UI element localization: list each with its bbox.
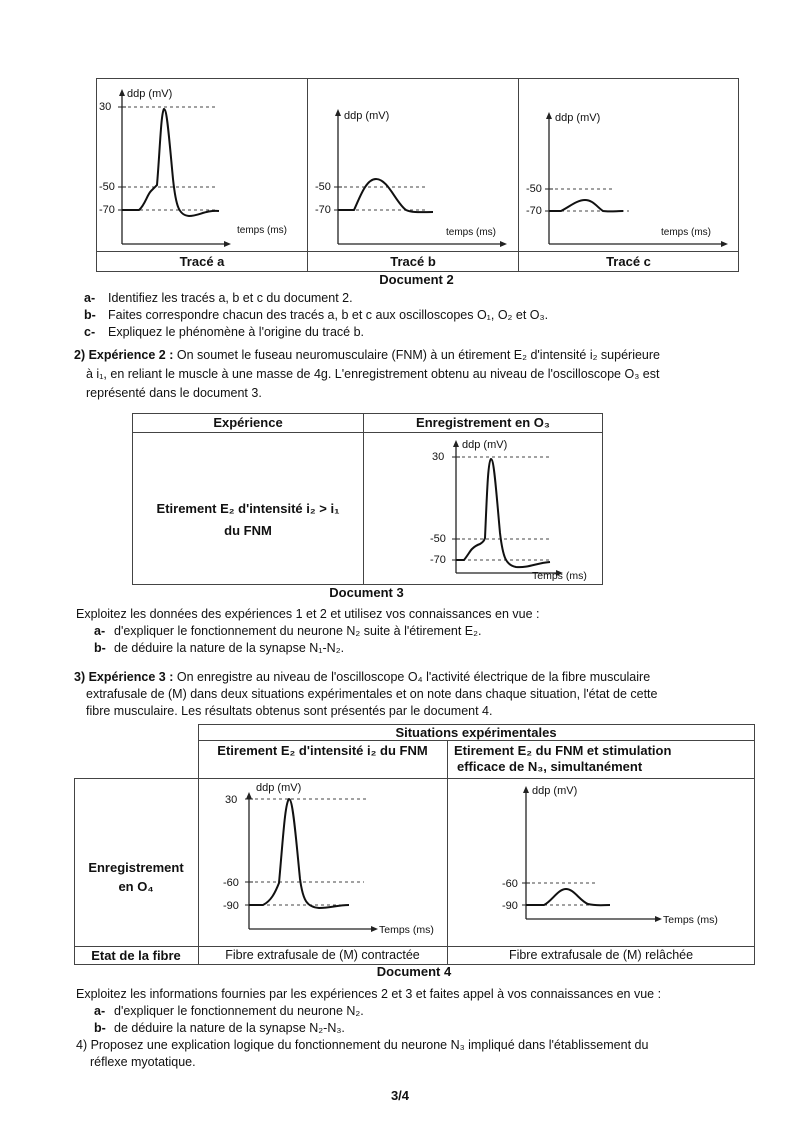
doc3-cond-line1: Etirement E₂ d'intensité i₂ > i₁ [156,501,340,516]
doc4-g1-tick-90: -90 [223,900,239,912]
doc2-questions [84,290,548,341]
doc3-table [132,413,603,585]
doc4-state2: Fibre extrafusale de (M) relâchée [508,948,694,962]
graph-trace-a [97,79,307,251]
q-c-letter: c- [84,325,96,339]
q4-line2: réflexe myotatique. [90,1055,196,1069]
doc4-row-enregistrement [74,858,198,896]
graph-trace-c [519,79,738,251]
doc4-g2-xlabel: Temps (ms) [663,914,718,926]
doc4-table [74,724,754,964]
doc3-col-experience: Expérience [213,415,283,430]
doc3-tick-50: -50 [430,533,446,545]
doc4-row1-line2: en O₄ [118,879,154,894]
exploit2-intro: Exploitez les informations fournies par les expériences 2 et 3 et faites appel à vos connaissances en vue : [76,987,662,1001]
doc4-g1-ylabel: ddp (mV) [256,782,302,794]
exploit2-b-text: de déduire la nature de la synapse N₂-N₃. [114,1021,345,1035]
q-a-text: Identifiez les tracés a, b et c du document 2. [108,291,353,305]
exploit1-b-letter: b- [94,641,106,655]
q4-line1: 4) Proposez une explication logique du fonctionnement du neurone N₃ impliqué dans l'établissement du [76,1038,649,1052]
exploit1-b-text: de déduire la nature de la synapse N₁-N₂. [114,641,345,655]
doc4-g1-tick-60: -60 [223,877,239,889]
graph-c-xlabel: temps (ms) [661,227,711,238]
doc4-row-etat: Etat de la fibre [91,948,181,963]
exploit2-b-letter: b- [94,1021,106,1035]
doc4-graph-2 [448,779,753,946]
doc4-row1-line1: Enregistrement [88,860,184,875]
q-b-letter: b- [84,308,96,322]
q-a-letter: a- [84,291,96,305]
exploit1-intro: Exploitez les données des expériences 1 et 2 et utilisez vos connaissances en vue : [76,607,540,621]
trace-b-label: Tracé b [390,254,436,269]
exp2-line2: à i₁, en reliant le muscle à une masse de 4g. L'enregistrement obtenu au niveau de l'oscilloscope O₃ est [86,367,660,381]
doc4-caption: Document 4 [376,964,452,979]
graph-trace-b [308,79,518,251]
exploit2-a-text: d'expliquer le fonctionnement du neurone N₂. [114,1004,364,1018]
graph-a-tick-50: -50 [99,181,115,193]
doc4-g1-xlabel: Temps (ms) [379,924,434,936]
exp3-line2: extrafusale de (M) dans deux situations expérimentales et on note dans chaque situation, l'état de cette [86,687,658,701]
exp2-line3: représenté dans le document 3. [86,386,262,400]
trace-c-label: Tracé c [606,254,651,269]
graph-b-ylabel: ddp (mV) [344,110,390,122]
doc3-tick-30: 30 [432,451,445,463]
doc3-caption: Document 3 [329,585,404,600]
q-b-text: Faites correspondre chacun des tracés a, b et c aux oscilloscopes O₁, O₂ et O₃. [108,308,549,322]
exp2-heading: 2) Expérience 2 : [74,348,174,362]
trace-a-label: Tracé a [179,254,225,269]
doc4-sit2-line2: efficace de N₃, simultanément [457,759,643,774]
exploit1-a-text: d'expliquer le fonctionnement du neurone N₂ suite à l'étirement E₂. [114,624,482,638]
doc4-state1: Fibre extrafusale de (M) contractée [225,948,420,962]
page-number: 3/4 [390,1088,410,1103]
q4-block [76,1037,648,1071]
graph-c-tick-70: -70 [526,205,542,217]
doc4-g2-ylabel: ddp (mV) [532,785,578,797]
graph-c-tick-50: -50 [526,183,542,195]
exp3-line1: On enregistre au niveau de l'oscilloscope O₄ l'activité électrique de la fibre musculaire [176,670,651,684]
doc3-tick-70: -70 [430,554,446,566]
doc3-ylabel: ddp (mV) [462,439,508,451]
doc4-g2-tick-60: -60 [502,878,518,890]
doc4-graph-1 [199,779,447,946]
exp3-paragraph [74,669,657,720]
exp2-line1: On soumet le fuseau neuromusculaire (FNM) à un étirement E₂ d'intensité i₂ supérieure [176,348,660,362]
graph-b-tick-50: -50 [315,181,331,193]
doc4-g2-tick-90: -90 [502,900,518,912]
doc3-xlabel: Temps (ms) [532,570,587,582]
exp2-paragraph [74,346,660,403]
doc4-g1-tick-30: 30 [225,794,238,806]
doc4-situation1: Etirement E₂ d'intensité i₂ du FNM [217,743,428,758]
graph-b-tick-70: -70 [315,204,331,216]
graph-a-xlabel: temps (ms) [237,225,287,236]
exp3-heading: 3) Expérience 3 : [74,670,174,684]
exp3-line3: fibre musculaire. Les résultats obtenus sont présentés par le document 4. [86,704,493,718]
doc2-table [96,78,739,272]
graph-b-xlabel: temps (ms) [446,227,496,238]
graph-a-tick-30: 30 [99,101,112,113]
exploit1-a-letter: a- [94,624,106,638]
doc4-header: Situations expérimentales [395,725,557,740]
exploit2-a-letter: a- [94,1004,106,1018]
graph-a-tick-70: -70 [99,204,115,216]
doc3-col-enregistrement: Enregistrement en O₃ [416,415,550,430]
q-c-text: Expliquez le phénomène à l'origine du tracé b. [108,325,365,339]
doc4-sit2-line1: Etirement E₂ du FNM et stimulation [454,743,672,758]
doc3-graph [364,433,602,583]
doc3-condition [133,498,363,542]
graph-a-ylabel: ddp (mV) [127,88,173,100]
graph-c-ylabel: ddp (mV) [555,112,601,124]
doc3-cond-line2: du FNM [224,523,272,538]
doc2-caption: Document 2 [379,272,454,287]
exploit2-block [76,986,661,1037]
doc4-situation2 [454,743,754,775]
exploit1-block [76,606,539,657]
